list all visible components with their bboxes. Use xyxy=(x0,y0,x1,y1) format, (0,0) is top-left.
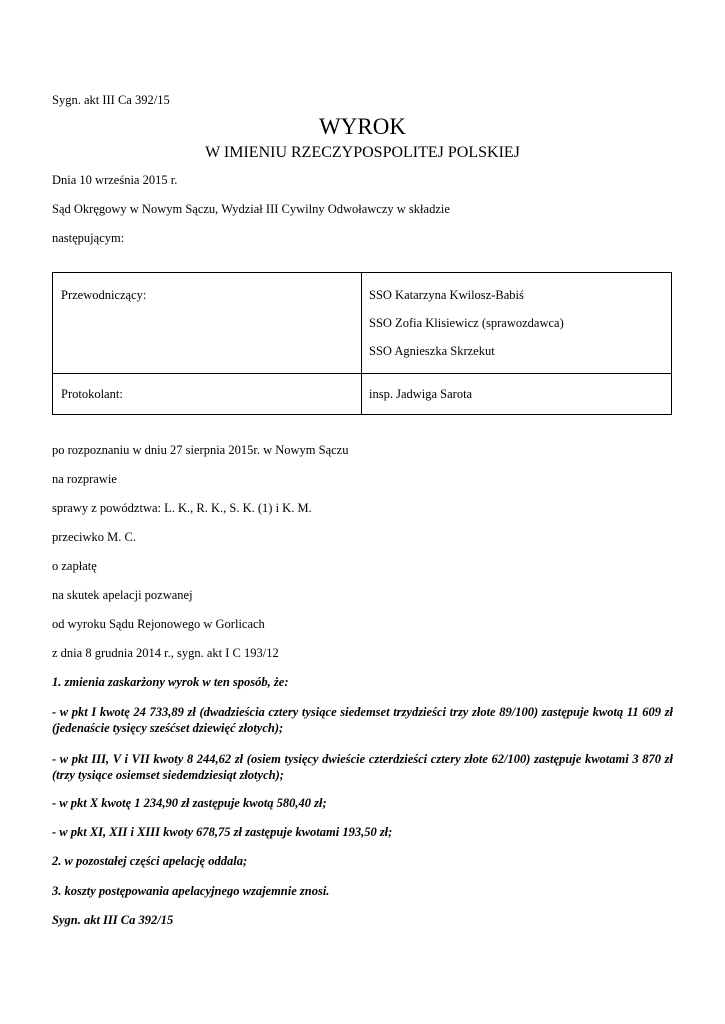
composition-label: następującym: xyxy=(52,231,125,245)
judge-2: SSO Zofia Klisiewicz (sprawozdawca) xyxy=(369,316,564,330)
judgment-from-line: od wyroku Sądu Rejonowego w Gorlicach xyxy=(52,617,265,631)
ruling-point-1: 1. zmienia zaskarżony wyrok w ten sposób, że: xyxy=(52,675,289,689)
hearing-line: na rozprawie xyxy=(52,472,117,486)
table-divider-vertical xyxy=(361,273,362,414)
case-signature-bottom: Sygn. akt III Ca 392/15 xyxy=(52,913,174,927)
heard-line: po rozpoznaniu w dniu 27 sierpnia 2015r. w Nowym Sączu xyxy=(52,443,349,457)
case-signature-top: Sygn. akt III Ca 392/15 xyxy=(52,93,170,107)
appeal-line: na skutek apelacji pozwanej xyxy=(52,588,193,602)
judge-3: SSO Agnieszka Skrzekut xyxy=(369,344,495,358)
subject-line: o zapłatę xyxy=(52,559,97,573)
document-title: WYROK xyxy=(319,114,406,139)
ruling-point-2: 2. w pozostałej części apelację oddala; xyxy=(52,854,248,868)
table-divider-horizontal xyxy=(53,373,671,374)
clerk-name: insp. Jadwiga Sarota xyxy=(369,387,473,401)
ruling-item-a: - w pkt I kwotę 24 733,89 zł (dwadzieścia cztery tysiące siedemset trzydzieści trzy złote 89/100) zastępuje kwotą 11 609 zł (jedenaście tysięcy sześćset dziewięć złotych); xyxy=(52,705,673,735)
ruling-item-d: - w pkt XI, XII i XIII kwoty 678,75 zł zastępuje kwotami 193,50 zł; xyxy=(52,825,393,839)
judgment-date-line: z dnia 8 grudnia 2014 r., sygn. akt I C 193/12 xyxy=(52,646,279,660)
ruling-item-b: - w pkt III, V i VII kwoty 8 244,62 zł (osiem tysięcy dwieście czterdzieści cztery złote 62/100) zastępuje kwotami 3 870 zł (trzy tysiące osiemset siedemdziesiąt złotych); xyxy=(52,752,673,782)
plaintiffs-line: sprawy z powództwa: L. K., R. K., S. K. (1) i K. M. xyxy=(52,501,312,515)
judgment-date: Dnia 10 września 2015 r. xyxy=(52,173,178,187)
ruling-point-3: 3. koszty postępowania apelacyjnego wzajemnie znosi. xyxy=(52,884,330,898)
judge-1: SSO Katarzyna Kwilosz-Babiś xyxy=(369,288,524,302)
court-panel-table xyxy=(52,272,672,415)
clerk-label: Protokolant: xyxy=(61,387,123,401)
court-name: Sąd Okręgowy w Nowym Sączu, Wydział III Cywilny Odwoławczy w składzie xyxy=(52,202,450,216)
ruling-item-c: - w pkt X kwotę 1 234,90 zł zastępuje kwotą 580,40 zł; xyxy=(52,796,327,810)
document-subtitle: W IMIENIU RZECZYPOSPOLITEJ POLSKIEJ xyxy=(205,144,520,161)
chair-label: Przewodniczący: xyxy=(61,288,147,302)
defendant-line: przeciwko M. C. xyxy=(52,530,137,544)
